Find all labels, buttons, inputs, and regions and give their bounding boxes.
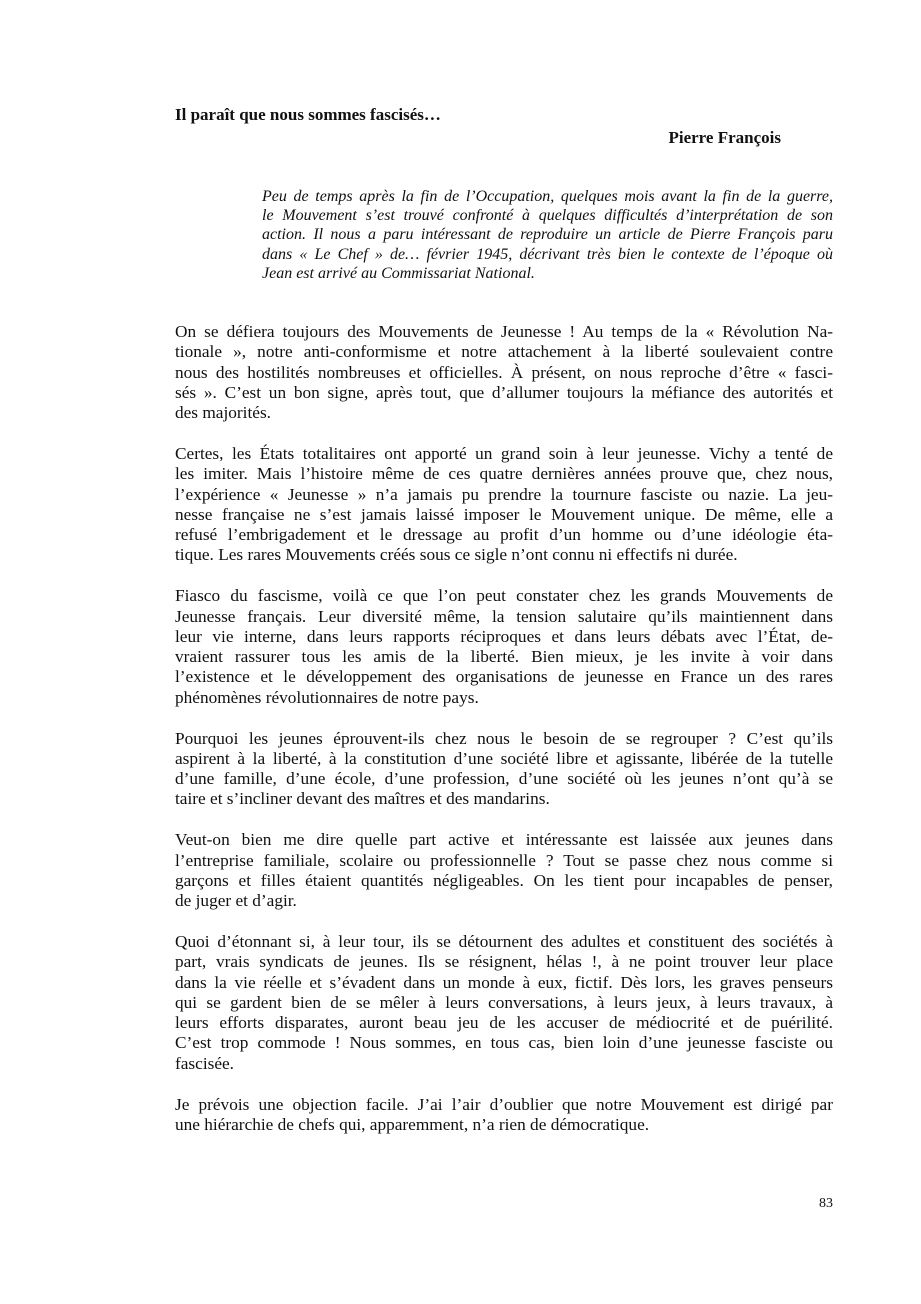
paragraph-line: d’une famille, d’une école, d’une profession, d’une société où les jeunes n’ont qu’à se: [175, 769, 833, 789]
paragraph-line: nous des hostilités nombreuses et officielles. À présent, on nous reproche d’être « fasci-: [175, 362, 833, 382]
paragraph-line: garçons et filles étaient quantités négligeables. On les tient pour incapables de penser,: [175, 870, 833, 890]
paragraph-line: part, vrais syndicats de jeunes. Ils se résignent, hélas !, à ne point trouver leur place: [175, 952, 833, 972]
paragraph-line: de juger et d’agir.: [175, 891, 297, 911]
paragraph-line: Jeunesse français. Leur diversité même, la tension salutaire qu’ils maintiennent dans: [175, 606, 833, 626]
paragraph-line: les imiter. Mais l’histoire même de ces quatre dernières années prouve que, chez nous,: [175, 464, 833, 484]
paragraph-line: Certes, les États totalitaires ont apporté un grand soin à leur jeunesse. Vichy a tenté de: [175, 443, 833, 463]
editorial-introduction: [262, 187, 833, 283]
paragraph-line: refusé l’embrigadement et le dressage au profit d’un homme ou d’une idéologie éta-: [175, 525, 833, 545]
intro-line: action. Il nous a paru intéressant de reproduire un article de Pierre François paru: [262, 226, 833, 244]
paragraph-line: leur vie interne, dans leurs rapports réciproques et dans leurs débats avec l’État, de-: [175, 626, 833, 646]
paragraph-line: l’expérience « Jeunesse » n’a jamais pu prendre la tournure fasciste ou nazie. La jeu-: [175, 484, 833, 504]
paragraph-line: C’est trop commode ! Nous sommes, en tous cas, bien loin d’une jeunesse fasciste ou: [175, 1033, 833, 1053]
intro-line: Jean est arrivé au Commissariat National.: [262, 264, 535, 282]
body-paragraph: [175, 729, 833, 810]
paragraph-line: l’entreprise familiale, scolaire ou professionnelle ? Tout se passe chez nous comme si: [175, 850, 833, 870]
paragraph-line: nesse française ne s’est jamais laissé imposer le Mouvement unique. De même, elle a: [175, 504, 833, 524]
paragraph-line: Veut-on bien me dire quelle part active et intéressante est laissée aux jeunes dans: [175, 830, 833, 850]
body-paragraph: [175, 1095, 833, 1136]
paragraph-line: l’existence et le développement des organisations de jeunesse en France un des rares: [175, 667, 833, 687]
body-paragraph: [175, 586, 833, 708]
intro-line: dans « Le Chef » de… février 1945, décrivant très bien le contexte de l’époque où: [262, 245, 833, 263]
article-author: Pierre François: [668, 128, 781, 147]
intro-line: le Mouvement s’est trouvé confronté à quelques difficultés d’interprétation de son: [262, 207, 833, 225]
body-paragraph: [175, 830, 833, 911]
paragraph-line: dans la vie réelle et s’évadent dans un monde à eux, fictif. Dès lors, les graves penseurs: [175, 972, 833, 992]
paragraph-line: sés ». C’est un bon signe, après tout, que d’allumer toujours la méfiance des autorités et: [175, 382, 833, 402]
paragraph-line: Quoi d’étonnant si, à leur tour, ils se détournent des adultes et constituent des sociétés à: [175, 931, 833, 951]
paragraph-line: phénomènes révolutionnaires de notre pays.: [175, 687, 479, 707]
body-paragraph: [175, 932, 833, 1074]
body-paragraph: [175, 444, 833, 566]
paragraph-line: vraient rassurer tous les amis de la liberté. Bien mieux, je les invite à voir dans: [175, 647, 833, 667]
paragraph-line: fascisée.: [175, 1053, 235, 1073]
intro-line: Peu de temps après la fin de l’Occupation, quelques mois avant la fin de la guerre,: [262, 188, 833, 205]
article-title: Il paraît que nous sommes fascisés…: [175, 105, 441, 124]
paragraph-line: On se défiera toujours des Mouvements de Jeunesse ! Au temps de la « Révolution Na-: [175, 322, 833, 341]
paragraph-line: tionale », notre anti-conformisme et notre attachement à la liberté soulevaient contre: [175, 342, 833, 362]
article-body: [175, 322, 833, 1156]
paragraph-line: Fiasco du fascisme, voilà ce que l’on peut constater chez les grands Mouvements de: [175, 586, 833, 606]
paragraph-line: aspirent à la liberté, à la constitution d’une société libre et agissante, libérée de la tutelle: [175, 748, 833, 768]
paragraph-line: Pourquoi les jeunes éprouvent-ils chez nous le besoin de se regrouper ? C’est qu’ils: [175, 728, 833, 748]
page-number: 83: [819, 1196, 833, 1211]
paragraph-line: des majorités.: [175, 403, 271, 423]
paragraph-line: taire et s’incliner devant des maîtres et des mandarins.: [175, 789, 550, 809]
paragraph-line: une hiérarchie de chefs qui, apparemment, n’a rien de démocratique.: [175, 1114, 650, 1134]
paragraph-line: qui se gardent bien de se mêler à leurs conversations, à leurs jeux, à leurs travaux, à: [175, 992, 833, 1012]
body-paragraph: [175, 322, 833, 423]
paragraph-line: tique. Les rares Mouvements créés sous ce sigle n’ont connu ni effectifs ni durée.: [175, 545, 738, 565]
paragraph-line: leurs efforts disparates, auront beau jeu de les accuser de médiocrité et de puérilité.: [175, 1013, 833, 1033]
paragraph-line: Je prévois une objection facile. J’ai l’air d’oublier que notre Mouvement est dirigé par: [175, 1094, 833, 1114]
